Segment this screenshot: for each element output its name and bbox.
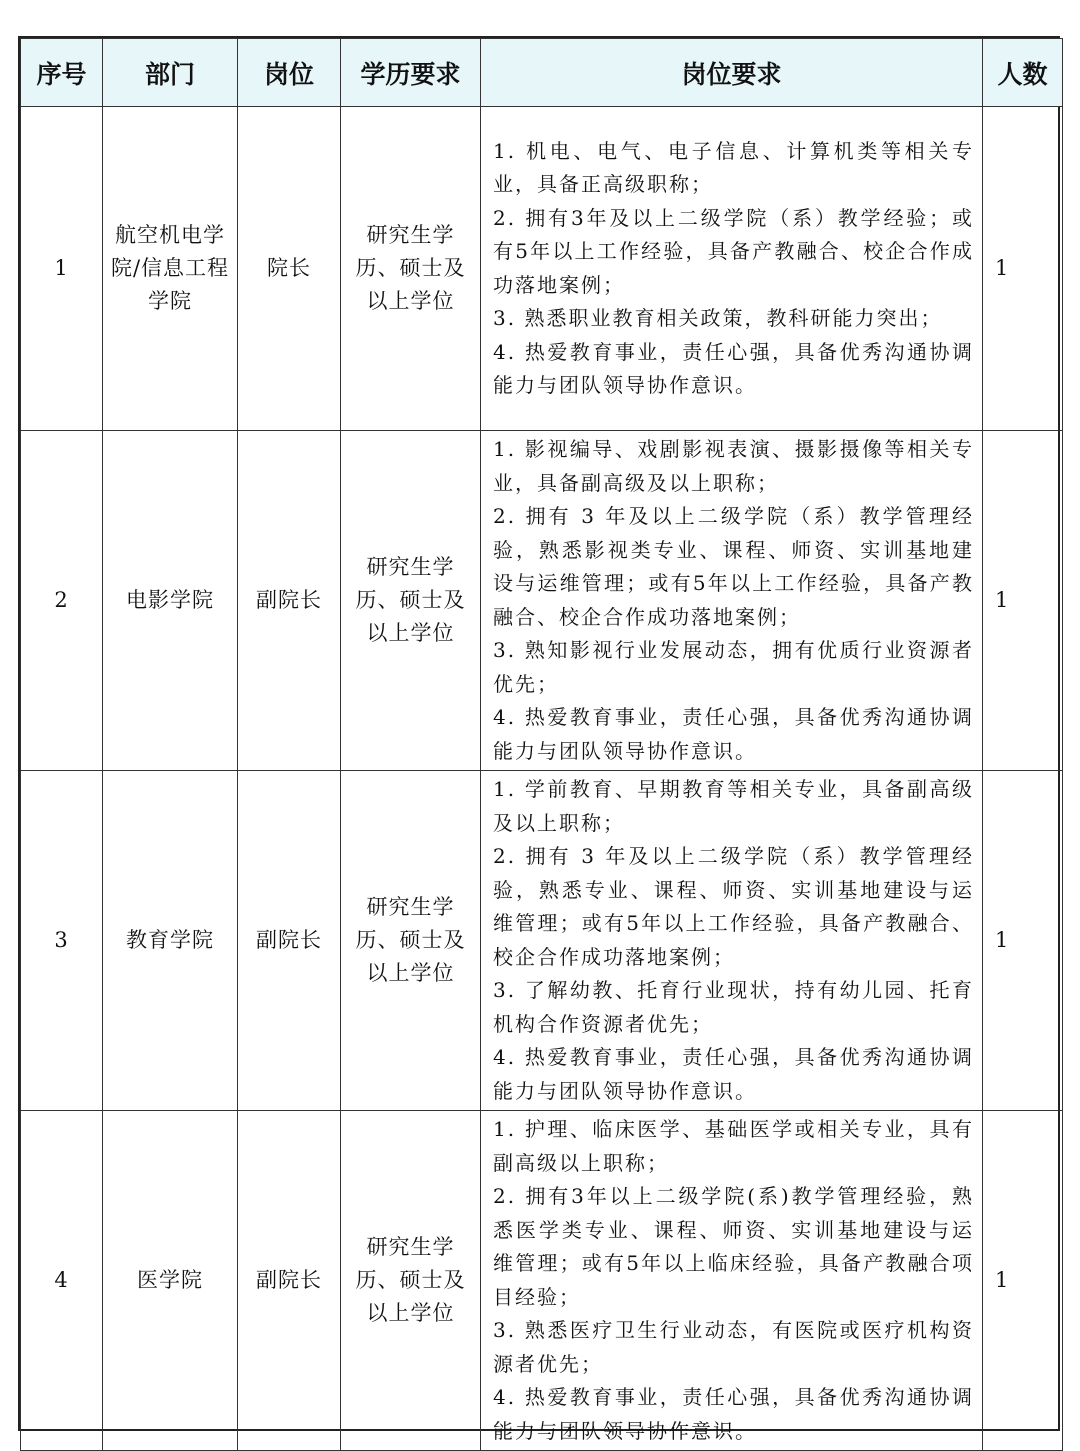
header-count: 人数 xyxy=(983,39,1063,107)
requirement-item: 3. 熟悉医疗卫生行业动态，有医院或医疗机构资源者优先； xyxy=(493,1318,974,1376)
requirement-item: 4. 热爱教育事业，责任心强，具备优秀沟通协调能力与团队领导协作意识。 xyxy=(493,1385,974,1443)
requirement-item: 2. 拥有 3 年及以上二级学院（系）教学管理经验，熟悉专业、课程、师资、实训基地建设与运维管理；或有5年以上工作经验，具备产教融合、校企合作成功落地案例； xyxy=(493,844,974,969)
requirement-item: 3. 了解幼教、托育行业现状，持有幼儿园、托育机构合作资源者优先； xyxy=(493,978,974,1036)
table-row xyxy=(21,771,1063,1111)
cell-department: 电影学院 xyxy=(103,431,238,771)
cell-position: 副院长 xyxy=(238,431,341,771)
cell-index: 1 xyxy=(21,107,103,431)
requirement-item: 2. 拥有3年及以上二级学院（系）教学经验；或有5年以上工作经验，具备产教融合、校企合作成功落地案例； xyxy=(493,205,974,297)
cell-education: 研究生学历、硕士及以上学位 xyxy=(341,1111,481,1451)
cell-department: 教育学院 xyxy=(103,771,238,1111)
requirements-list xyxy=(493,773,974,1108)
header-row xyxy=(21,39,1063,107)
table-row xyxy=(21,1111,1063,1451)
requirement-item: 4. 热爱教育事业，责任心强，具备优秀沟通协调能力与团队领导协作意识。 xyxy=(493,705,974,763)
cell-index: 4 xyxy=(21,1111,103,1451)
cell-count: 1 xyxy=(983,771,1063,1111)
requirement-item: 4. 热爱教育事业，责任心强，具备优秀沟通协调能力与团队领导协作意识。 xyxy=(493,1045,974,1103)
cell-department: 医学院 xyxy=(103,1111,238,1451)
table-row xyxy=(21,107,1063,431)
requirements-list xyxy=(493,135,974,403)
requirement-item: 4. 热爱教育事业，责任心强，具备优秀沟通协调能力与团队领导协作意识。 xyxy=(493,339,974,397)
cell-count: 1 xyxy=(983,107,1063,431)
cell-education: 研究生学历、硕士及以上学位 xyxy=(341,431,481,771)
requirement-item: 1. 学前教育、早期教育等相关专业，具备副高级及以上职称； xyxy=(493,777,974,835)
cell-position: 院长 xyxy=(238,107,341,431)
cell-education: 研究生学历、硕士及以上学位 xyxy=(341,107,481,431)
cell-index: 2 xyxy=(21,431,103,771)
requirement-item: 2. 拥有 3 年及以上二级学院（系）教学管理经验，熟悉影视类专业、课程、师资、实训基地建设与运维管理；或有5年以上工作经验，具备产教融合、校企合作成功落地案例； xyxy=(493,504,974,629)
cell-requirements xyxy=(481,1111,983,1451)
cell-position: 副院长 xyxy=(238,1111,341,1451)
cell-index: 3 xyxy=(21,771,103,1111)
header-education: 学历要求 xyxy=(341,39,481,107)
cell-count: 1 xyxy=(983,1111,1063,1451)
requirement-item: 1. 护理、临床医学、基础医学或相关专业，具有副高级以上职称； xyxy=(493,1117,974,1175)
requirement-item: 3. 熟悉职业教育相关政策，教科研能力突出； xyxy=(493,306,943,330)
cell-count: 1 xyxy=(983,431,1063,771)
header-department: 部门 xyxy=(103,39,238,107)
header-index: 序号 xyxy=(21,39,103,107)
cell-education: 研究生学历、硕士及以上学位 xyxy=(341,771,481,1111)
table-row xyxy=(21,431,1063,771)
requirement-item: 2. 拥有3年以上二级学院(系)教学管理经验，熟悉医学类专业、课程、师资、实训基地建设与运维管理；或有5年以上临床经验，具备产教融合项目经验； xyxy=(493,1184,974,1309)
cell-position: 副院长 xyxy=(238,771,341,1111)
cell-requirements xyxy=(481,431,983,771)
requirements-list xyxy=(493,1113,974,1448)
cell-requirements xyxy=(481,107,983,431)
header-position: 岗位 xyxy=(238,39,341,107)
cell-requirements xyxy=(481,771,983,1111)
recruitment-table xyxy=(20,38,1063,1451)
requirement-item: 1. 影视编导、戏剧影视表演、摄影摄像等相关专业，具备副高级及以上职称； xyxy=(493,437,974,495)
requirement-item: 1. 机电、电气、电子信息、计算机类等相关专业，具备正高级职称； xyxy=(493,138,974,196)
header-requirements: 岗位要求 xyxy=(481,39,983,107)
requirement-item: 3. 熟知影视行业发展动态，拥有优质行业资源者优先； xyxy=(493,638,974,696)
recruitment-table-frame xyxy=(18,36,1060,1443)
cell-department: 航空机电学院/信息工程学院 xyxy=(103,107,238,431)
requirements-list xyxy=(493,433,974,768)
